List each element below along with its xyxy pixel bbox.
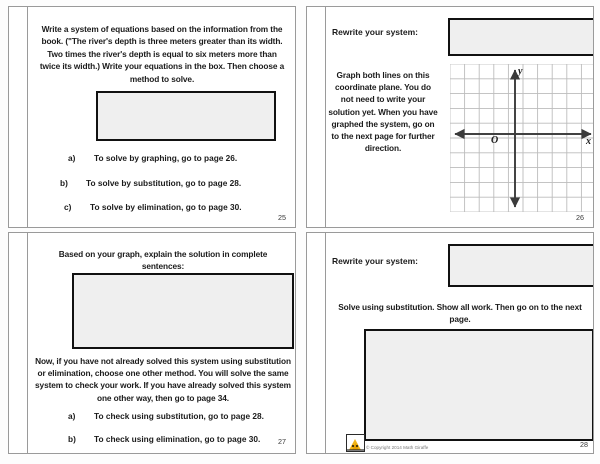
choice-letter: c) xyxy=(64,202,72,212)
giraffe-logo-icon xyxy=(346,434,365,452)
copyright-notice: © Copyright 2014 Math Giraffe xyxy=(366,445,429,450)
card-fold-strip xyxy=(307,233,326,453)
card-26-graph-instructions: Graph both lines on this coordinate plane. You do not need to write your solution yet. When you have graphed the system, go on to the next page for further direction. xyxy=(328,70,438,154)
choice-text: To check using substitution, go to page 28. xyxy=(94,411,264,421)
card-28-prompt: Solve using substitution. Show all work. Then go on to the next page. xyxy=(338,302,582,325)
choice-letter: a) xyxy=(68,411,76,421)
task-card-26 xyxy=(306,6,594,228)
card-fold-strip xyxy=(9,7,28,227)
coordinate-plane[interactable] xyxy=(450,64,594,212)
task-card-25 xyxy=(8,6,296,228)
task-card-27 xyxy=(8,232,296,454)
card-content xyxy=(326,233,593,453)
card-28-work-box[interactable] xyxy=(364,329,594,441)
card-27-answer-box[interactable] xyxy=(72,273,294,349)
card-25-answer-box[interactable] xyxy=(96,91,276,141)
card-fold-strip xyxy=(307,7,326,227)
choice-text: To solve by substitution, go to page 28. xyxy=(86,178,242,188)
card-27-prompt: Based on your graph, explain the solution in complete sentences: xyxy=(58,249,268,272)
card-28-rewrite-box[interactable] xyxy=(448,244,594,287)
plane-y-axis-label: y xyxy=(518,66,523,77)
card-26-rewrite-box[interactable] xyxy=(448,18,594,56)
choice-letter: a) xyxy=(68,153,76,163)
card-27-choice-a[interactable] xyxy=(68,411,264,421)
choice-letter: b) xyxy=(68,434,76,444)
choice-text: To solve by graphing, go to page 26. xyxy=(94,153,238,163)
card-fold-strip xyxy=(9,233,28,453)
choice-text: To check using elimination, go to page 30. xyxy=(94,434,261,444)
card-27-page-number: 27 xyxy=(278,437,286,446)
card-content xyxy=(326,7,593,227)
card-26-rewrite-label: Rewrite your system: xyxy=(332,27,418,37)
choice-text: To solve by elimination, go to page 30. xyxy=(90,202,242,212)
card-27-choice-b[interactable] xyxy=(68,434,260,444)
plane-x-axis-label: x xyxy=(586,136,591,147)
card-28-rewrite-label: Rewrite your system: xyxy=(332,256,418,266)
card-content xyxy=(28,7,295,227)
card-25-choice-a[interactable] xyxy=(68,153,237,163)
card-25-choice-b[interactable] xyxy=(60,178,241,188)
card-28-page-number: 28 xyxy=(580,440,588,449)
coordinate-plane-svg xyxy=(450,64,594,212)
card-27-note: Now, if you have not already solved this system using substitution or elimination, choose one other method. You will solve the same system to check your work. If you have already solved this system one other way, then go to page 34. xyxy=(35,356,291,403)
plane-origin-label: O xyxy=(491,135,499,146)
giraffe-logo-svg xyxy=(347,435,364,451)
card-25-prompt: Write a system of equations based on the information from the book. ("The river's depth is three meters greater than its width. Two times the river's depth is equal to six meters more than twice its width.) Write your equations in the box. Then choose a method to solve. xyxy=(39,24,285,84)
card-26-page-number: 26 xyxy=(576,213,584,222)
task-card-28 xyxy=(306,232,594,454)
card-25-choice-c[interactable] xyxy=(64,202,242,212)
card-content xyxy=(28,233,295,453)
card-25-page-number: 25 xyxy=(278,213,286,222)
choice-letter: b) xyxy=(60,178,68,188)
